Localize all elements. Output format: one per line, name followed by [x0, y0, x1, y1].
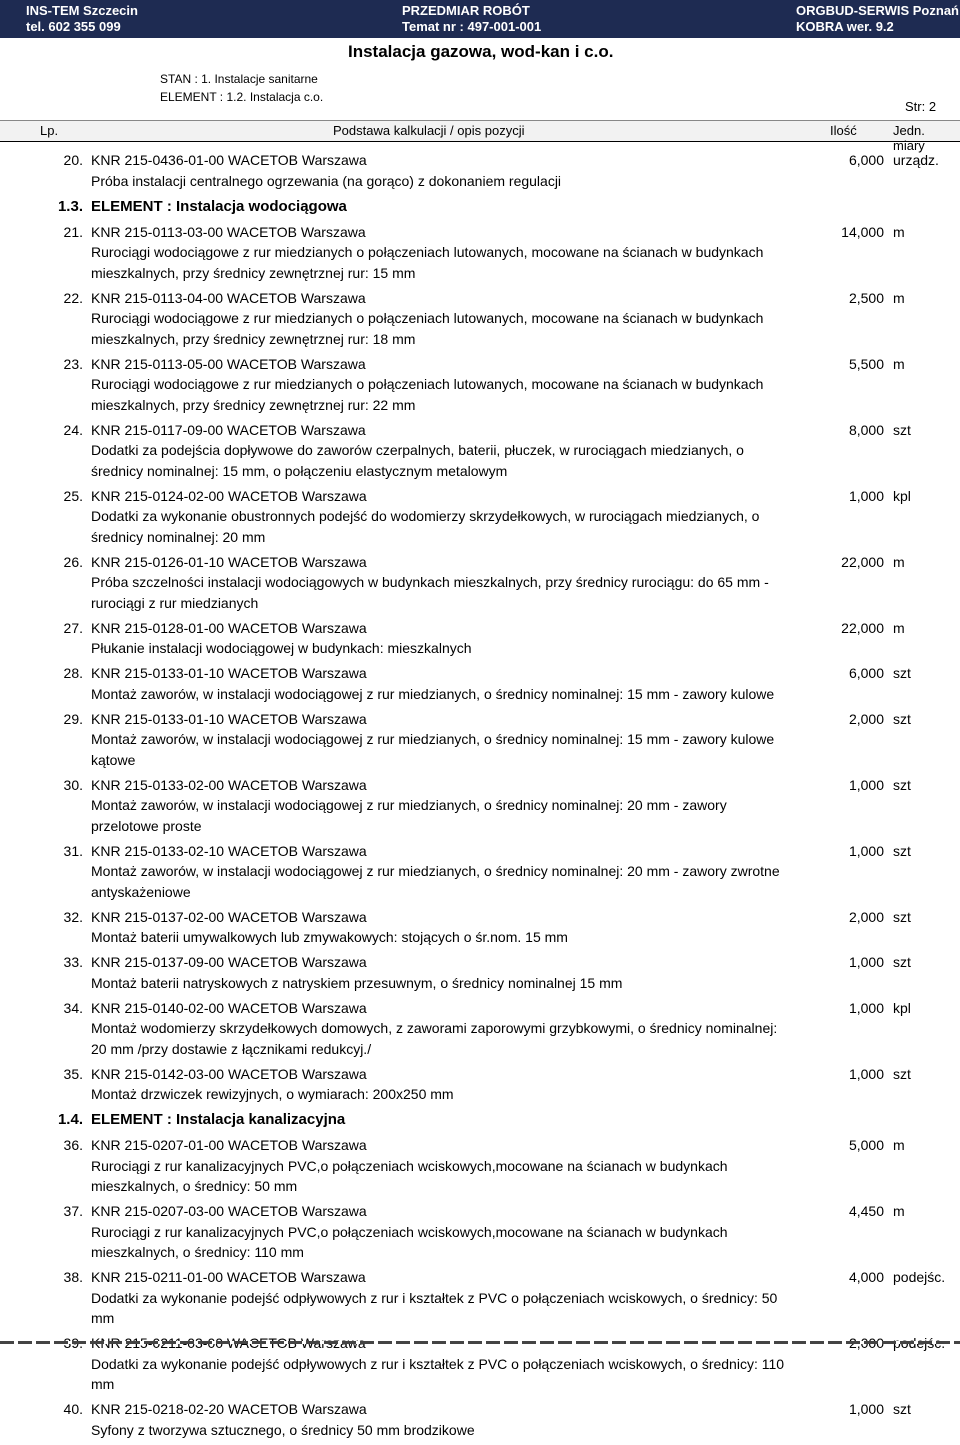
item-number: 33. [63, 954, 83, 970]
item-number: 30. [63, 776, 83, 793]
item-code: KNR 215-0133-01-10 WACETOB Warszawa [91, 665, 367, 681]
item-number: 25. [63, 487, 83, 504]
item-number: 23. [63, 355, 83, 372]
item-description: Dodatki za wykonanie podejść odpływowych z rur i kształtek z PVC o połączeniach wciskowych, o średnicy: 110 mm [91, 1355, 785, 1392]
item-description: Rurociągi wodociągowe z rur miedzianych o połączeniach lutowanych, mocowane na ścianach w budynkach mieszkalnych, przy średnicy zewnętrznej rur: 22 mm [91, 376, 764, 413]
item-quantity: 1,000 [848, 1401, 884, 1417]
item-unit: podejśc. [893, 1269, 946, 1285]
section-info [160, 70, 323, 106]
item-unit: szt [893, 908, 911, 925]
items-table [0, 150, 960, 1445]
item-description: Montaż zaworów, w instalacji wodociągowej z rur miedzianych, o średnicy nominalnej: 20 mm - zawory zwrotne antyskażeniowe [91, 863, 780, 900]
item-number: 36. [63, 1137, 83, 1153]
page-header [0, 0, 960, 38]
item-unit: urządz. [893, 152, 939, 168]
table-row [0, 1064, 960, 1105]
item-description: Montaż zaworów, w instalacji wodociągowej z rur miedzianych, o średnicy nominalnej: 15 mm - zawory kulowe kątowe [91, 731, 775, 768]
item-description: Rurociągi wodociągowe z rur miedzianych o połączeniach lutowanych, mocowane na ścianach w budynkach mieszkalnych, przy średnicy zewnętrznej rur: 18 mm [91, 310, 764, 347]
item-code: KNR 215-0126-01-10 WACETOB Warszawa [91, 553, 367, 570]
item-code: KNR 215-0436-01-00 WACETOB Warszawa [91, 152, 367, 168]
item-description: Montaż baterii umywalkowych lub zmywakowych: stojących o śr.nom. 15 mm [91, 929, 568, 945]
item-unit: szt [893, 1065, 911, 1082]
item-unit: kpl [893, 487, 911, 504]
table-header [0, 120, 960, 153]
table-row [0, 618, 960, 659]
item-unit: szt [893, 954, 911, 970]
item-code: KNR 215-0207-01-00 WACETOB Warszawa [91, 1137, 367, 1153]
element-title: ELEMENT : Instalacja kanalizacyjna [91, 1111, 346, 1128]
item-code: KNR 215-0128-01-00 WACETOB Warszawa [91, 619, 367, 636]
item-quantity: 4,450 [848, 1203, 884, 1219]
item-code: KNR 215-0140-02-00 WACETOB Warszawa [91, 999, 367, 1016]
item-code: KNR 215-0137-09-00 WACETOB Warszawa [91, 954, 367, 970]
item-description: Rurociągi z rur kanalizacyjnych PVC,o połączeniach wciskowych,mocowane na ścianach w budynkach mieszkalnych, o średnicy: 50 mm [91, 1157, 728, 1194]
item-code: KNR 215-0113-04-00 WACETOB Warszawa [91, 289, 366, 306]
item-description: Dodatki za wykonanie podejść odpływowych z rur i kształtek z PVC o połączeniach wciskowych, o średnicy: 50 mm [91, 1289, 778, 1326]
item-code: KNR 215-0124-02-00 WACETOB Warszawa [91, 487, 367, 504]
table-row [0, 1267, 960, 1329]
item-quantity: 2,000 [848, 710, 884, 727]
element-label: ELEMENT : 1.2. Instalacja c.o. [160, 90, 324, 104]
item-description: Rurociągi z rur kanalizacyjnych PVC,o połączeniach wciskowych,mocowane na ścianach w budynkach mieszkalnych, o średnicy: 110 mm [91, 1223, 728, 1260]
item-quantity: 22,000 [841, 619, 884, 636]
table-row [0, 552, 960, 614]
header-right [796, 3, 959, 35]
table-row [0, 420, 960, 482]
table-row [0, 150, 960, 191]
item-description: Montaż drzwiczek rewizyjnych, o wymiarach: 200x250 mm [91, 1086, 454, 1102]
item-unit: szt [893, 710, 911, 727]
item-code: KNR 215-0142-03-00 WACETOB Warszawa [91, 1065, 367, 1082]
company-phone: tel. 602 355 099 [26, 19, 121, 34]
table-row [0, 952, 960, 993]
item-description: Próba instalacji centralnego ogrzewania (na gorąco) z dokonaniem regulacji [91, 172, 562, 189]
item-unit: szt [893, 842, 911, 859]
item-code: KNR 215-0113-03-00 WACETOB Warszawa [91, 223, 366, 240]
item-description: Próba szczelności instalacji wodociągowych w budynkach mieszkalnych, przy średnicy rurociągu: do 65 mm - rurociągi z rur miedzianych [91, 574, 769, 611]
item-number: 37. [63, 1203, 83, 1219]
document-title: Instalacja gazowa, wod-kan i c.o. [348, 42, 614, 61]
item-unit: m [893, 1203, 905, 1219]
item-quantity: 5,000 [848, 1137, 884, 1153]
table-row [0, 907, 960, 948]
header-left [26, 3, 138, 35]
item-unit: szt [893, 421, 911, 438]
item-quantity: 5,500 [848, 355, 884, 372]
company-name: INS-TEM Szczecin [26, 3, 138, 18]
item-number: 32. [63, 908, 83, 925]
item-quantity: 1,000 [848, 1065, 884, 1082]
column-jednostka: Jedn. miary [893, 123, 925, 153]
item-quantity: 4,000 [848, 1269, 884, 1285]
header-center [402, 3, 541, 35]
column-lp: Lp. [40, 123, 59, 138]
table-row [0, 1135, 960, 1197]
item-quantity: 8,000 [848, 421, 884, 438]
element-title: ELEMENT : Instalacja wodociągowa [91, 197, 347, 215]
table-row [0, 222, 960, 284]
item-unit: m [893, 223, 905, 240]
item-description: Rurociągi wodociągowe z rur miedzianych o połączeniach lutowanych, mocowane na ścianach w budynkach mieszkalnych, przy średnicy zewnętrznej rur: 15 mm [91, 244, 764, 281]
item-quantity: 1,000 [848, 487, 884, 504]
column-podstawa: Podstawa kalkulacji / opis pozycji [333, 123, 525, 138]
item-unit: m [893, 289, 905, 306]
item-code: KNR 215-0133-02-10 WACETOB Warszawa [91, 842, 367, 859]
item-number: 26. [63, 553, 83, 570]
item-code: KNR 215-0133-01-10 WACETOB Warszawa [91, 710, 367, 727]
table-row [0, 288, 960, 350]
table-row [0, 775, 960, 837]
table-row [0, 841, 960, 903]
topic-number: Temat nr : 497-001-001 [402, 19, 542, 34]
item-quantity: 1,000 [848, 954, 884, 970]
item-unit: szt [893, 1401, 911, 1417]
item-code: KNR 215-0113-05-00 WACETOB Warszawa [91, 355, 366, 372]
element-heading [0, 1109, 960, 1131]
item-number: 29. [63, 710, 83, 727]
item-quantity: 6,000 [848, 665, 884, 681]
item-description: Dodatki za podejścia dopływowe do zaworów czerpalnych, baterii, płuczek, w rurociągach miedzianych, o średnicy nominalnej: 15 mm, o połączeniu elastycznym metalowym [91, 442, 744, 479]
item-code: KNR 215-0218-02-20 WACETOB Warszawa [91, 1401, 367, 1417]
element-number: 1.4. [57, 1111, 83, 1128]
item-quantity: 22,000 [841, 553, 884, 570]
item-quantity: 1,000 [848, 999, 884, 1016]
item-description: Montaż zaworów, w instalacji wodociągowej z rur miedzianych, o średnicy nominalnej: 15 mm - zawory kulowe [91, 685, 775, 702]
item-unit: szt [893, 665, 911, 681]
item-code: KNR 215-0211-01-00 WACETOB Warszawa [91, 1269, 366, 1285]
item-number: 21. [63, 223, 83, 240]
item-quantity: 1,000 [848, 776, 884, 793]
item-number: 34. [63, 999, 83, 1016]
item-quantity: 2,500 [848, 289, 884, 306]
item-quantity: 6,000 [848, 152, 884, 168]
item-quantity: 1,000 [848, 842, 884, 859]
page-bottom-rule [0, 1341, 960, 1344]
item-code: KNR 215-0117-09-00 WACETOB Warszawa [91, 421, 366, 438]
table-row [0, 1399, 960, 1440]
item-number: 31. [63, 842, 83, 859]
item-description: Dodatki za wykonanie obustronnych podejść do wodomierzy skrzydełkowych, w rurociągach miedzianych, o średnicy nominalnej: 20 mm [91, 508, 760, 545]
item-unit: m [893, 553, 905, 570]
item-unit: m [893, 619, 905, 636]
software-version: KOBRA wer. 9.2 [796, 19, 894, 34]
item-description: Montaż wodomierzy skrzydełkowych domowych, z zaworami zaporowymi grzybkowymi, o średnicy nominalnej: 20 mm /przy dostawie z łącznikami redukcyj./ [91, 1020, 778, 1057]
item-number: 28. [63, 665, 83, 681]
item-code: KNR 215-0137-02-00 WACETOB Warszawa [91, 908, 367, 925]
item-number: 20. [63, 152, 83, 168]
item-number: 27. [63, 619, 83, 636]
item-number: 35. [63, 1065, 83, 1082]
item-number: 24. [63, 421, 83, 438]
element-number: 1.3. [57, 197, 83, 215]
document-type: PRZEDMIAR ROBÓT [402, 3, 530, 18]
item-number: 40. [63, 1401, 83, 1417]
table-row [0, 998, 960, 1060]
item-code: KNR 215-0207-03-00 WACETOB Warszawa [91, 1203, 367, 1219]
table-row [0, 486, 960, 548]
table-row [0, 709, 960, 771]
item-unit: m [893, 1137, 905, 1153]
item-code: KNR 215-0133-02-00 WACETOB Warszawa [91, 776, 367, 793]
item-quantity: 2,000 [848, 908, 884, 925]
table-row [0, 354, 960, 416]
software-vendor: ORGBUD-SERWIS Poznań [796, 3, 959, 18]
item-description: Montaż zaworów, w instalacji wodociągowej z rur miedzianych, o średnicy nominalnej: 20 mm - zawory przelotowe proste [91, 797, 727, 834]
item-unit: m [893, 355, 905, 372]
table-row [0, 663, 960, 704]
item-description: Płukanie instalacji wodociągowej w budynkach: mieszkalnych [91, 640, 472, 656]
table-row [0, 1201, 960, 1263]
stan-label: STAN : 1. Instalacje sanitarne [160, 72, 318, 86]
item-description: Montaż baterii natryskowych z natryskiem przesuwnym, o średnicy nominalnej 15 mm [91, 974, 623, 991]
page-number: Str: 2 [905, 99, 937, 114]
item-number: 22. [63, 289, 83, 306]
item-description: Syfony z tworzywa sztucznego, o średnicy 50 mm brodzikowe [91, 1421, 475, 1438]
element-heading [0, 196, 960, 218]
item-unit: szt [893, 776, 911, 793]
item-unit: kpl [893, 999, 911, 1016]
item-number: 38. [63, 1269, 83, 1285]
column-ilosc: Ilość [830, 123, 857, 138]
item-quantity: 14,000 [841, 223, 884, 240]
